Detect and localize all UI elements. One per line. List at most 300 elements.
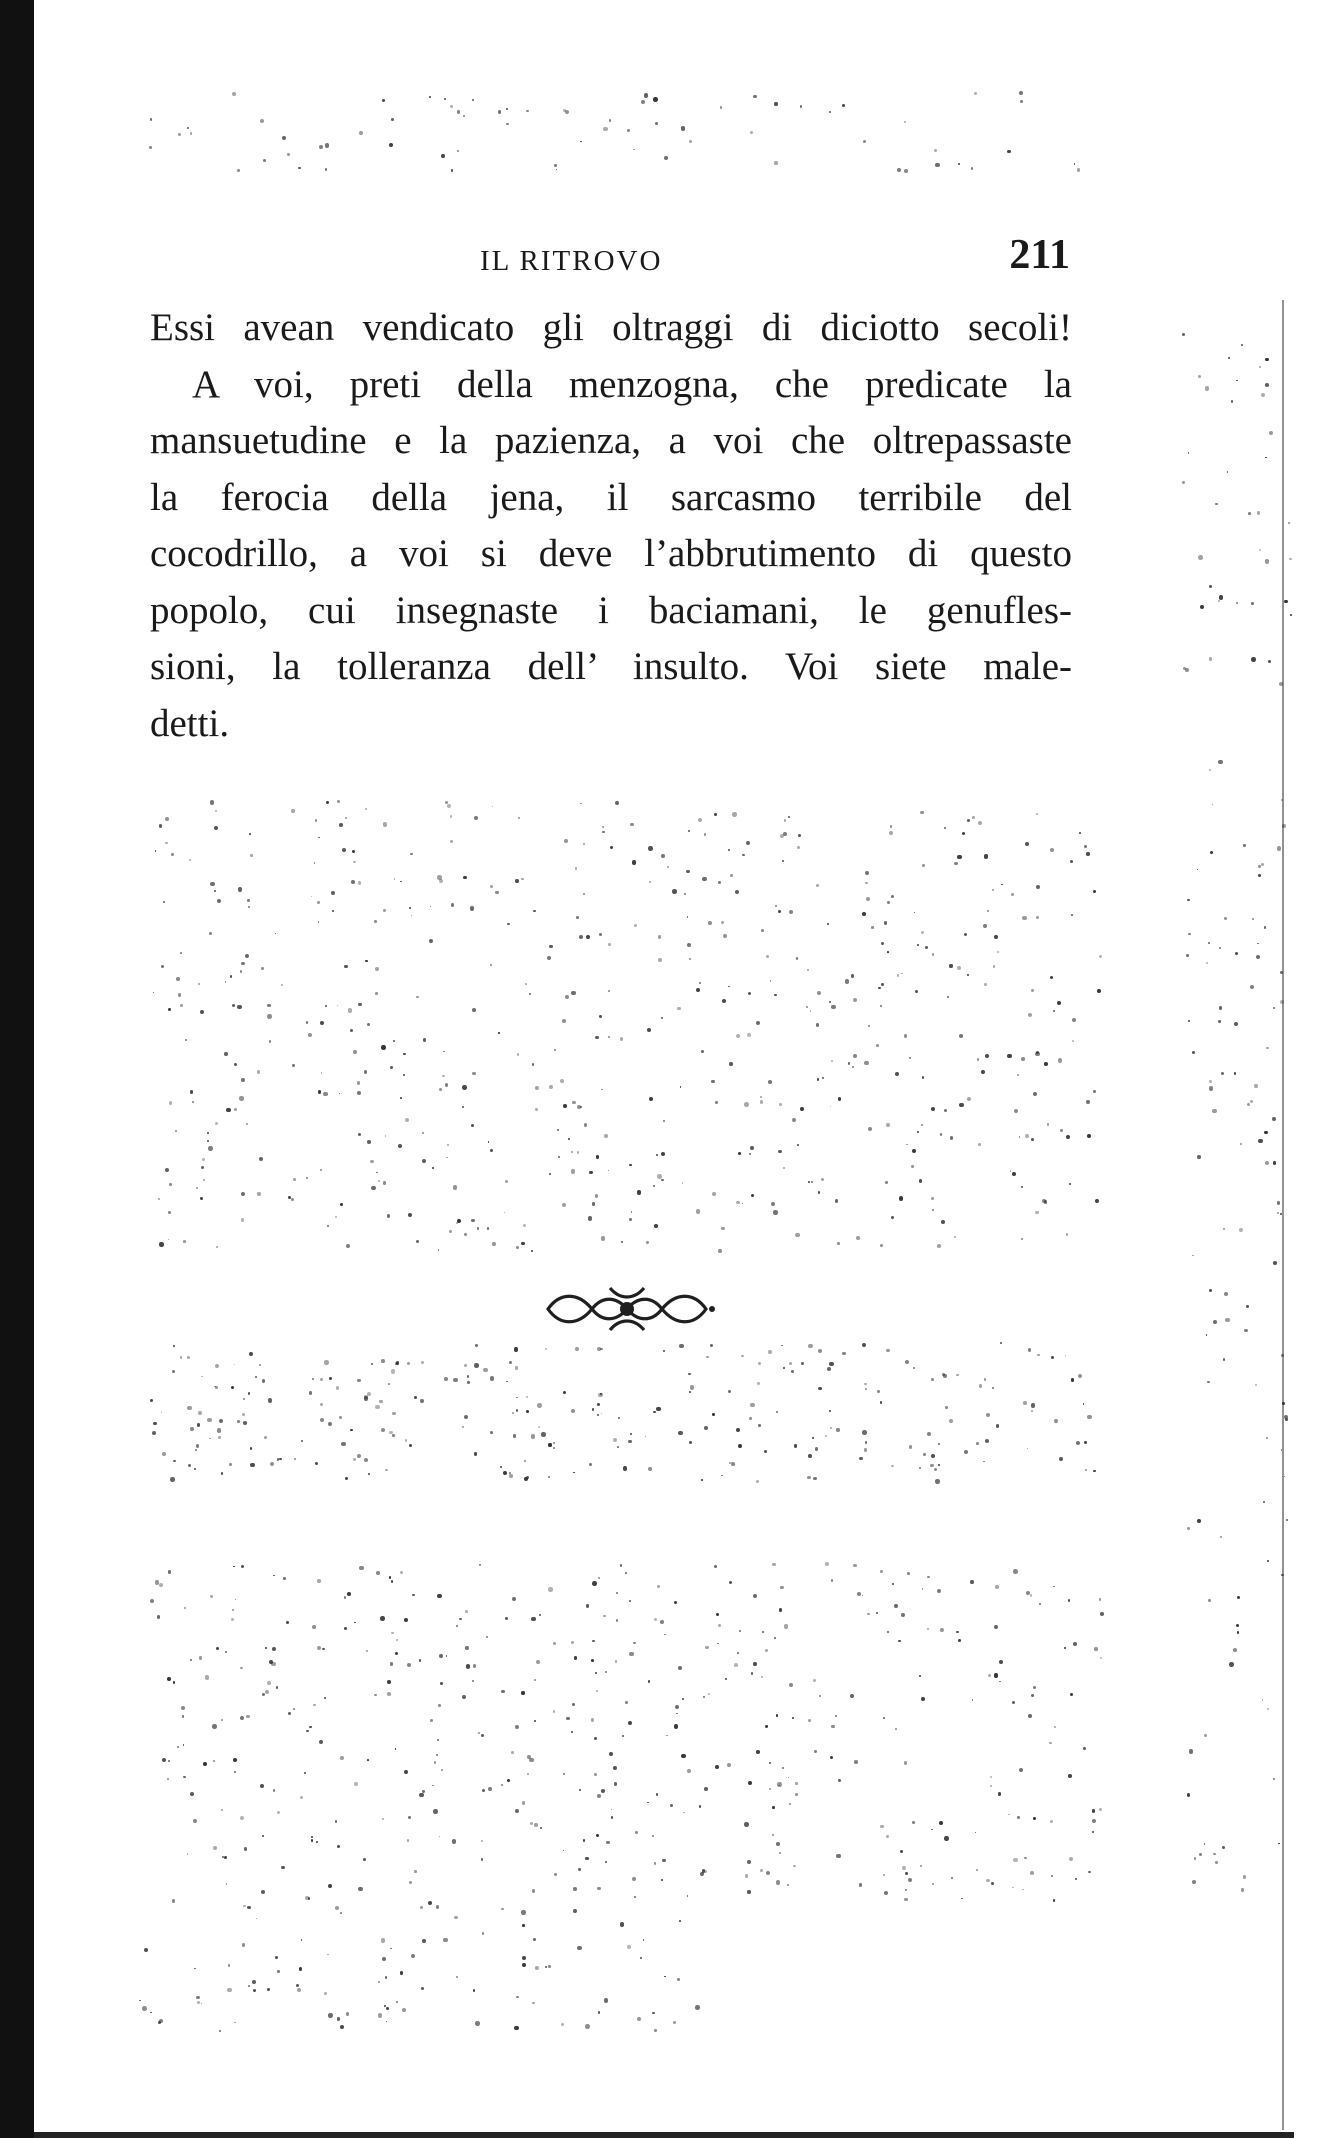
paper-speck [168,1239,170,1241]
paper-speck [1077,168,1081,172]
paper-speck [1050,976,1054,980]
paper-speck [944,1836,949,1841]
paper-speck [750,131,753,134]
paper-speck [210,800,214,804]
paper-speck [865,871,869,875]
paper-speck [385,1976,387,1978]
paper-speck [327,1954,329,1956]
paper-speck [625,1572,627,1574]
paper-speck [212,1724,217,1729]
paper-speck [758,1362,761,1365]
paper-speck [596,1155,600,1159]
paper-speck [654,1224,658,1228]
paper-speck [304,1772,306,1774]
paper-speck [745,1874,749,1878]
paper-speck [234,1771,236,1773]
paper-speck [796,957,798,959]
paper-speck [925,946,928,949]
paper-speck [277,1811,281,1815]
paper-speck [490,964,493,967]
paper-speck [375,992,378,995]
paper-speck [374,1694,377,1697]
paper-speck [1273,1778,1275,1780]
paper-speck [391,118,394,121]
paper-speck [396,1639,398,1641]
paper-speck [865,882,868,885]
paper-speck [715,1101,718,1104]
paper-speck [214,890,216,892]
paper-speck [237,1005,241,1009]
paper-speck [233,1566,235,1568]
paper-speck [927,1628,929,1630]
paper-speck [457,150,459,152]
paper-speck [1261,863,1264,866]
paper-speck [462,1695,466,1699]
paper-speck [1237,1596,1240,1599]
paper-speck [224,1052,228,1056]
paper-speck [575,1347,579,1351]
paper-speck [383,822,388,827]
paper-speck [149,146,152,149]
paper-speck [516,1397,518,1399]
paper-speck [772,1834,774,1836]
paper-speck [957,855,962,860]
paper-speck [1027,1448,1029,1450]
paper-speck [169,1183,172,1186]
paper-speck [601,1789,605,1793]
paper-speck [1262,1699,1264,1701]
paper-speck [931,1454,935,1458]
paper-speck [808,1719,811,1722]
paper-speck [180,1356,182,1358]
paper-speck [1247,1103,1250,1106]
paper-speck [592,1581,597,1586]
paper-speck [231,1618,234,1621]
paper-speck [613,1766,617,1770]
paper-speck [371,1186,376,1191]
paper-speck [967,819,970,822]
paper-speck [351,880,355,884]
paper-speck [868,1127,872,1131]
paper-speck [257,1070,261,1074]
paper-speck [778,1150,782,1154]
paper-speck [173,1345,175,1347]
paper-speck [1022,916,1026,920]
paper-speck [381,1938,386,1943]
paper-speck [1194,1857,1196,1859]
paper-speck [521,1242,525,1246]
paper-speck [866,897,870,901]
paper-speck [1019,1768,1024,1773]
paper-speck [1257,511,1260,514]
paper-speck [1036,885,1040,889]
paper-speck [775,905,777,907]
paper-speck [1205,386,1210,391]
paper-speck [656,1154,658,1156]
paper-speck [526,1410,529,1413]
paper-speck [756,1750,760,1754]
paper-speck [778,910,781,913]
paper-speck [815,1447,819,1451]
paper-speck [562,1203,567,1208]
paper-speck [429,96,432,99]
paper-speck [1290,614,1293,617]
paper-speck [498,110,502,114]
paper-speck [1051,1356,1054,1359]
paper-speck [1025,842,1029,846]
paper-speck [708,921,712,925]
paper-speck [776,1842,780,1846]
paper-speck [328,2013,333,2018]
paper-speck [868,1025,870,1027]
paper-speck [583,893,585,895]
paper-speck [1192,1880,1196,1884]
paper-speck [862,1430,867,1435]
paper-speck [571,1731,573,1733]
paper-speck [601,1236,605,1240]
paper-speck [810,1010,812,1012]
paper-speck [193,1819,197,1823]
paper-speck [183,1776,186,1779]
paper-speck [850,1694,854,1698]
paper-speck [365,960,367,962]
paper-speck [958,163,960,165]
paper-speck [312,1378,314,1380]
paper-speck [298,167,301,170]
paper-speck [627,1945,631,1949]
paper-speck [997,951,999,953]
paper-speck [1100,1657,1102,1659]
paper-speck [553,1442,555,1444]
paper-speck [920,1865,922,1867]
paper-speck [1236,380,1238,382]
paper-speck [336,1386,340,1390]
paper-speck [400,1571,403,1574]
paper-speck [749,1153,751,1155]
paper-speck [464,1233,468,1237]
paper-speck [791,1370,794,1373]
paper-speck [820,1388,823,1391]
paper-speck [317,901,320,904]
paper-speck [306,1730,309,1733]
paper-speck [730,874,733,877]
paper-speck [195,1449,197,1451]
paper-speck [173,1681,175,1683]
paper-speck [784,1624,789,1629]
paper-speck [358,1003,361,1006]
paper-speck [1267,1560,1269,1562]
paper-speck [1273,1007,1275,1009]
paper-speck [956,1631,958,1633]
paper-speck [451,169,454,172]
paper-speck [894,1604,898,1608]
paper-speck [919,1675,921,1677]
paper-speck [291,809,294,812]
paper-speck [472,1008,476,1012]
paper-speck [456,1222,458,1224]
paper-speck [311,1836,313,1838]
paper-speck [629,1600,631,1602]
paper-speck [744,1822,749,1827]
paper-speck [241,1192,245,1196]
paper-speck [353,1458,356,1461]
paper-speck [545,1348,547,1350]
paper-speck [208,1146,213,1151]
text-line: popolo, cui insegnaste i baciamani, le genufles- [150,588,1072,632]
paper-speck [337,800,340,803]
paper-speck [563,1391,566,1394]
paper-speck [816,1023,820,1027]
paper-speck [246,1715,250,1719]
paper-speck [1031,1403,1035,1407]
paper-speck [522,1956,526,1960]
paper-speck [756,1480,759,1483]
paper-speck [654,1618,657,1621]
paper-speck [623,1466,628,1471]
paper-speck [891,1216,894,1219]
paper-speck [887,901,890,904]
paper-speck [571,1169,576,1174]
paper-speck [886,1835,889,1838]
paper-speck [716,1613,719,1616]
paper-speck [467,1381,471,1385]
paper-speck [315,819,318,822]
paper-speck [811,1181,813,1183]
paper-speck [714,1565,717,1568]
paper-speck [1220,1536,1222,1538]
paper-speck [808,1344,813,1349]
paper-speck [714,813,717,816]
paper-speck [774,1637,776,1639]
paper-speck [1286,1519,1288,1521]
paper-speck [256,1918,258,1920]
paper-speck [1218,1020,1221,1023]
paper-speck [233,1758,237,1762]
paper-speck [365,808,367,810]
paper-speck [1218,600,1220,602]
paper-speck [321,1072,323,1074]
paper-speck [637,2017,641,2021]
paper-speck [456,1625,458,1627]
paper-speck [1192,1255,1194,1257]
paper-speck [504,1212,506,1214]
paper-speck [983,1461,985,1463]
paper-speck [699,1805,702,1808]
paper-speck [391,1580,394,1583]
paper-speck [1053,1899,1056,1902]
paper-speck [320,1378,323,1381]
paper-speck [232,92,236,96]
paper-speck [994,1673,999,1678]
paper-speck [901,973,903,975]
paper-speck [188,1464,191,1467]
paper-speck [605,1671,607,1673]
paper-speck [388,1383,390,1385]
paper-speck [259,1364,262,1367]
paper-speck [681,126,686,131]
paper-speck [488,1787,492,1791]
paper-speck [340,1756,345,1761]
paper-speck [859,1457,863,1461]
paper-speck [1243,1875,1246,1878]
paper-speck [199,1656,203,1660]
paper-speck [836,1428,839,1431]
paper-speck [1057,1001,1061,1005]
paper-speck [662,1859,666,1863]
paper-speck [232,1004,235,1007]
paper-speck [320,1169,322,1171]
paper-speck [340,1912,342,1914]
paper-speck [1209,769,1212,772]
paper-speck [471,1124,474,1127]
paper-speck [1241,344,1243,346]
paper-speck [167,1677,171,1681]
paper-speck [867,1613,870,1616]
paper-speck [667,866,669,868]
paper-speck [281,1866,285,1870]
paper-speck [856,1236,860,1240]
paper-speck [854,1760,858,1764]
paper-speck [981,1070,985,1074]
paper-speck [1229,1662,1234,1667]
paper-speck [625,1701,628,1704]
paper-speck [704,1787,708,1791]
paper-speck [807,1476,810,1479]
paper-speck [454,1916,458,1920]
paper-speck [463,876,467,880]
paper-speck [207,1140,209,1142]
paper-speck [576,916,579,919]
paper-speck [919,1467,921,1469]
paper-speck [1198,375,1201,378]
paper-speck [300,1796,303,1799]
paper-speck [993,965,996,968]
paper-speck [421,1987,424,1990]
paper-speck [244,1847,247,1850]
paper-speck [862,1595,864,1597]
paper-speck [1224,1292,1228,1296]
paper-speck [978,821,982,825]
paper-speck [601,1413,603,1415]
paper-speck [479,1564,482,1567]
paper-speck [808,1181,810,1183]
paper-speck [534,1823,537,1826]
paper-speck [277,1970,279,1972]
paper-speck [553,1642,556,1645]
paper-speck [1188,1020,1190,1022]
paper-speck [335,1906,340,1911]
paper-speck [640,1957,642,1959]
paper-speck [353,1050,357,1054]
paper-speck [1281,1574,1283,1576]
paper-speck [728,1390,731,1393]
paper-speck [453,1185,458,1190]
paper-speck [446,1157,448,1159]
paper-speck [317,1646,321,1650]
paper-speck [712,1413,715,1416]
paper-speck [1066,1233,1069,1236]
paper-speck [911,1165,914,1168]
paper-speck [830,1427,832,1429]
paper-speck [776,1880,781,1885]
paper-speck [633,1642,636,1645]
paper-speck [876,1044,879,1047]
paper-speck [1278,1843,1280,1845]
paper-speck [1188,933,1191,936]
paper-speck [238,887,243,892]
paper-speck [523,1224,526,1227]
paper-speck [207,1132,209,1134]
paper-speck [746,841,750,845]
paper-speck [687,1895,689,1897]
paper-speck [1068,1599,1071,1602]
paper-speck [478,1732,480,1734]
paper-speck [835,1199,839,1203]
paper-speck [922,1588,924,1590]
paper-speck [250,1463,254,1467]
paper-speck [610,846,614,850]
paper-speck [664,156,668,160]
paper-speck [575,867,578,870]
paper-speck [672,889,677,894]
paper-speck [704,1870,707,1873]
paper-speck [342,848,347,853]
paper-speck [706,1356,709,1359]
text-line: Essi avean vendicato gli oltraggi di diciotto secoli! [150,306,1072,349]
paper-speck [1197,1519,1201,1523]
paper-speck [1236,602,1238,604]
paper-speck [1241,1888,1245,1892]
paper-speck [345,817,347,819]
paper-speck [932,1883,934,1885]
paper-speck [783,1367,785,1369]
paper-speck [676,1713,678,1715]
paper-speck [750,1403,755,1408]
paper-speck [522,1801,525,1804]
paper-speck [459,1618,462,1621]
paper-speck [487,1227,490,1230]
paper-speck [217,1428,222,1433]
paper-speck [378,1981,380,1983]
paper-speck [664,1976,666,1978]
paper-speck [679,1344,684,1349]
paper-speck [367,1759,369,1761]
paper-speck [400,1971,404,1975]
paper-speck [176,977,180,981]
paper-speck [291,1198,295,1202]
paper-speck [594,1773,597,1776]
paper-speck [158,1198,160,1200]
paper-speck [836,1854,840,1858]
paper-speck [649,1097,654,1102]
paper-speck [1209,1289,1212,1292]
paper-speck [1219,947,1221,949]
paper-speck [684,893,686,895]
paper-speck [481,1840,483,1842]
paper-speck [202,1158,206,1162]
paper-speck [831,1005,836,1010]
paper-speck [553,1710,556,1713]
paper-speck [462,1085,467,1090]
paper-speck [643,1939,645,1941]
paper-speck [800,1107,804,1111]
paper-speck [988,1674,992,1678]
paper-speck [153,1422,157,1426]
paper-speck [1186,954,1189,957]
paper-speck [661,1179,664,1182]
paper-speck [261,967,264,970]
paper-speck [215,810,217,812]
